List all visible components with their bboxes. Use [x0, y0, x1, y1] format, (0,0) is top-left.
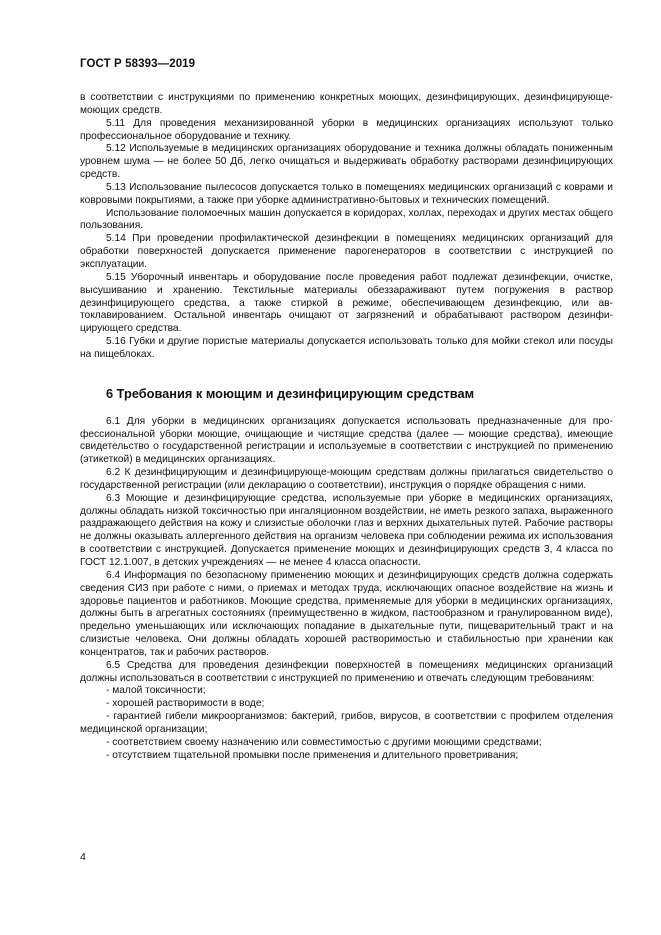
paragraph-5-13: 5.13 Использование пылесосов допускается только в помещениях медицинских организаций с коврами и ковровыми покрытиями, а также при уборке административно-бытовых и технических помещений. [80, 181, 613, 206]
paragraph-6-5: 6.5 Средства для проведения дезинфекции поверхностей в помещениях медицинских организаций должны использоваться в соответствии с инструкцией по применению и отвечать следующим требованиям: [80, 659, 613, 684]
standard-header: ГОСТ Р 58393—2019 [80, 58, 196, 70]
list-item: - соответствием своему назначению или совместимостью с другими моющими средствами; [106, 736, 542, 748]
paragraph-6-2: 6.2 К дезинфицирующим и дезинфицирующе-моющим средствам должны прилагаться свидетельство о государственной регистрации (или декларацию о соответствии), инструкция о порядке обращения с ними. [80, 467, 613, 491]
section-6-title: 6 Требования к моющим и дезинфицирующим средствам [106, 385, 475, 401]
list-item: - хорошей растворимости в воде; [106, 698, 265, 710]
paragraph-5-12: 5.12 Используемые в медицинских организациях оборудование и техника должны обладать пониженным уровнем шума — не более 50 Дб, легко очищаться и выдерживать обработку растворами дезинфицирующих средств. [80, 143, 613, 181]
list-item: - отсутствием тщательной промывки после применения и длительного проветривания; [106, 749, 519, 761]
continuation-paragraph: в соответствии с инструкциями по применению конкретных моющих, дезинфицирующих, дезинфицирующе-моющих средств. [80, 92, 613, 116]
document-body [80, 92, 613, 763]
paragraph-6-4: 6.4 Информация по безопасному применению моющих и дезинфицирующих средств должна содержать сведения СИЗ при работе с ними, о приемах и методах труда, исключающих опасное воздействие на жизнь и здоровье пациентов и работников. Моющие средства, применяемые для уборки в медицинских организациях, должны быть в агрегатных состояниях (преимущественно в жидком, пастообразном и гранулированном виде), предельно уменьшающих или исключающих попадание в дыхательные пути, пищеварительный тракт и на слизистые человека. Они должны обладать хорошей растворимостью и стабильностью при хранении как концентратов, так и рабочих растворов. [80, 569, 613, 658]
paragraph-6-1: 6.1 Для уборки в медицинских организациях допускается использовать предназначенные для профессиональной уборки моющие, очищающие и чистящие средства (далее — моющие средства), имеющие свидетельство о государственной регистрации и используемые в соответствии с инструкцией по применению (этикеткой) в медицинских организациях. [80, 415, 613, 466]
page-number: 4 [80, 851, 86, 863]
paragraph-6-3: 6.3 Моющие и дезинфицирующие средства, используемые при уборке в медицинских организациях, должны обладать низкой токсичностью при ингаляционном воздействии, не иметь резкого запаха, выраженного раздражающего действия на кожу и слизистые оболочки глаз и верхних дыхательных путей. Рабочие растворы не должны оказывать аллергенного действия на организм человека при соблюдении режима их использования в соответствии с инструкцией. Допускается применение моющих и дезинфицирующих средств 3, 4 класса по ГОСТ 12.1.007, в детских учреждениях — не менее 4 класса опасности. [80, 492, 614, 568]
paragraph-5-13-floor-machines: Использование поломоечных машин допускается в коридорах, холлах, переходах и других местах общего пользования. [80, 207, 613, 232]
list-item: - малой токсичности; [106, 685, 206, 697]
paragraph-5-11: 5.11 Для проведения механизированной уборки в медицинских организациях используют только профессиональное оборудование и технику. [80, 117, 613, 142]
paragraph-5-14: 5.14 При проведении профилактической дезинфекции в помещениях медицинских организаций для обработки поверхностей допускается применение парогенераторов в соответствии с инструкцией по эксплуатации. [80, 233, 613, 270]
list-item: - гарантией гибели микроорганизмов: бактерий, грибов, вирусов, в соответствии с профилем отделения медицинской организации; [80, 711, 613, 735]
paragraph-5-16: 5.16 Губки и другие пористые материалы допускается использовать только для мойки стекол или посуды на пищеблоках. [80, 336, 613, 360]
paragraph-5-15: 5.15 Уборочный инвентарь и оборудование после проведения работ подлежат дезинфекции, очистке, высушиванию и хранению. Текстильные материалы обеззараживают путем погружения в раствор дезинфицирующего средства, а также стиркой в режиме, обеспечивающем дезинфекцию, или автоклавированием. Остальной инвентарь очищают от загрязнений и обрабатывают раствором дезинфицирующего средства. [80, 271, 613, 335]
